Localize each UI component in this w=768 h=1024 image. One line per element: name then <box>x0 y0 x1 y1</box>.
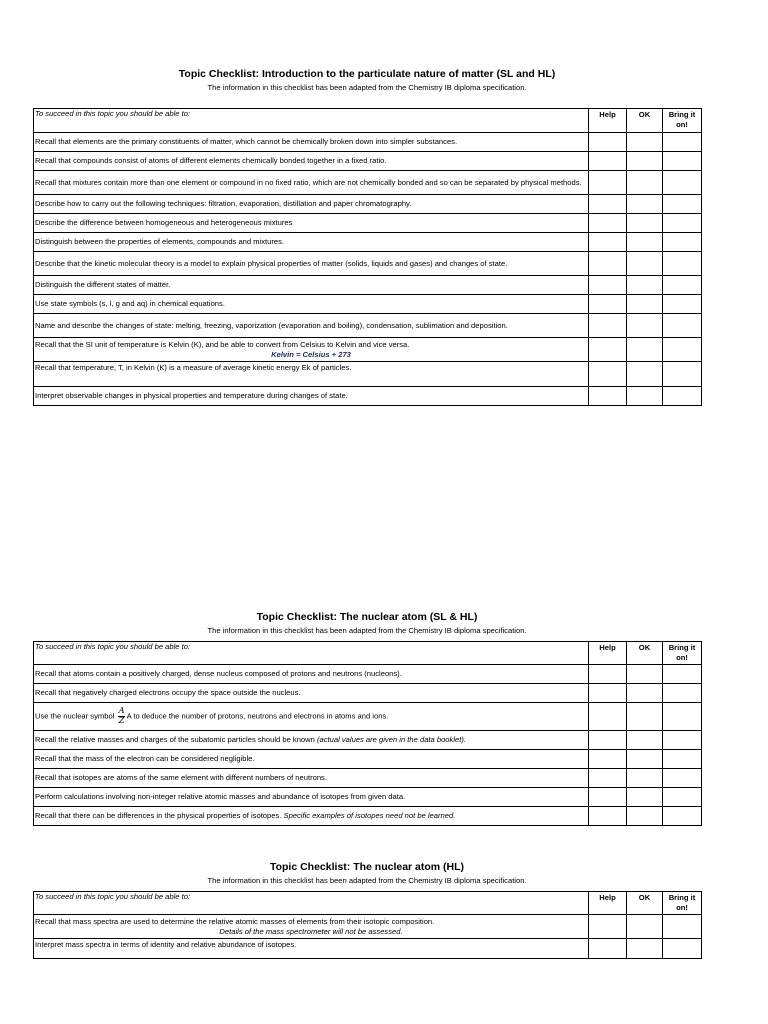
help-checkbox[interactable] <box>589 807 627 826</box>
bring-it-on-checkbox[interactable] <box>663 684 702 703</box>
section-title: Topic Checklist: The nuclear atom (SL & HL) <box>256 611 478 623</box>
bring-it-on-checkbox[interactable] <box>663 915 702 939</box>
header-help: Help <box>589 892 627 915</box>
ok-checkbox[interactable] <box>627 338 663 362</box>
row-text <box>34 807 589 826</box>
bring-it-on-checkbox[interactable] <box>663 665 702 684</box>
bring-it-on-checkbox[interactable] <box>663 788 702 807</box>
checklist-table <box>33 108 702 406</box>
help-checkbox[interactable] <box>589 233 627 252</box>
ok-checkbox[interactable] <box>627 731 663 750</box>
bring-it-on-checkbox[interactable] <box>663 703 702 731</box>
bring-it-on-checkbox[interactable] <box>663 387 702 406</box>
row-text: Recall that isotopes are atoms of the same element with different numbers of neutrons. <box>34 769 589 788</box>
ok-checkbox[interactable] <box>627 939 663 959</box>
row-text: Interpret observable changes in physical properties and temperature during changes of state. <box>34 387 589 406</box>
row-text: Describe how to carry out the following techniques: filtration, evaporation, distillation and paper chromatography. <box>34 195 589 214</box>
ok-checkbox[interactable] <box>627 152 663 171</box>
help-checkbox[interactable] <box>589 152 627 171</box>
ok-checkbox[interactable] <box>627 295 663 314</box>
bring-it-on-checkbox[interactable] <box>663 233 702 252</box>
row-text: Recall that temperature, T, in Kelvin (K) is a measure of average kinetic energy Ek of particles. <box>34 362 589 387</box>
checklist-table <box>33 641 702 826</box>
bring-it-on-checkbox[interactable] <box>663 362 702 387</box>
checklist-section-nuclear-atom-hl <box>33 861 701 959</box>
help-checkbox[interactable] <box>589 769 627 788</box>
ok-checkbox[interactable] <box>627 214 663 233</box>
bring-it-on-checkbox[interactable] <box>663 295 702 314</box>
table-row <box>34 684 702 703</box>
table-row <box>34 252 702 276</box>
header-bring-it-on: Bring it on! <box>663 109 702 133</box>
help-checkbox[interactable] <box>589 703 627 731</box>
row-text: Recall that mixtures contain more than one element or compound in no fixed ratio, which are not chemically bonded and so can be separated by physical methods. <box>34 171 589 195</box>
row-text: Recall that elements are the primary constituents of matter, which cannot be chemically broken down into simpler substances. <box>34 133 589 152</box>
bring-it-on-checkbox[interactable] <box>663 214 702 233</box>
row-text-pre: Use the nuclear symbol <box>35 711 117 721</box>
row-text: Name and describe the changes of state: melting, freezing, vaporization (evaporation and boiling), condensation, sublimation and deposition. <box>34 314 589 338</box>
help-checkbox[interactable] <box>589 171 627 195</box>
section-subtitle: The information in this checklist has been adapted from the Chemistry IB diploma specification. <box>207 83 527 92</box>
row-text: Describe the difference between homogeneous and heterogeneous mixtures <box>34 214 589 233</box>
help-checkbox[interactable] <box>589 731 627 750</box>
help-checkbox[interactable] <box>589 362 627 387</box>
help-checkbox[interactable] <box>589 684 627 703</box>
section-subtitle: The information in this checklist has been adapted from the Chemistry IB diploma specification. <box>207 626 527 635</box>
row-text <box>34 703 589 731</box>
checklist-table <box>33 891 702 959</box>
row-text-italic: Specific examples of isotopes need not be learned. <box>283 811 456 820</box>
table-row <box>34 387 702 406</box>
ok-checkbox[interactable] <box>627 788 663 807</box>
ok-checkbox[interactable] <box>627 171 663 195</box>
table-header-row <box>34 109 702 133</box>
table-header-row <box>34 642 702 665</box>
nuclear-symbol-fraction <box>118 707 124 726</box>
row-text <box>34 915 589 939</box>
bring-it-on-checkbox[interactable] <box>663 195 702 214</box>
ok-checkbox[interactable] <box>627 252 663 276</box>
ok-checkbox[interactable] <box>627 195 663 214</box>
bring-it-on-checkbox[interactable] <box>663 731 702 750</box>
help-checkbox[interactable] <box>589 214 627 233</box>
table-row <box>34 214 702 233</box>
row-text: Use state symbols (s, l, g and aq) in chemical equations. <box>34 295 589 314</box>
help-checkbox[interactable] <box>589 314 627 338</box>
table-row <box>34 750 702 769</box>
table-header-row <box>34 892 702 915</box>
table-row <box>34 195 702 214</box>
row-text-italic: (actual values are given in the data booklet). <box>316 735 466 744</box>
checklist-section-particulate <box>33 68 701 406</box>
checklist-section-nuclear-atom-sl-hl <box>33 611 701 826</box>
row-text: Recall that atoms contain a positively charged, dense nucleus composed of protons and neutrons (nucleons). <box>34 665 589 684</box>
ok-checkbox[interactable] <box>627 807 663 826</box>
header-bring-it-on: Bring it on! <box>663 642 702 665</box>
table-row <box>34 133 702 152</box>
help-checkbox[interactable] <box>589 133 627 152</box>
ok-checkbox[interactable] <box>627 915 663 939</box>
bring-it-on-checkbox[interactable] <box>663 338 702 362</box>
row-text: Recall that the mass of the electron can be considered negligible. <box>34 750 589 769</box>
ok-checkbox[interactable] <box>627 314 663 338</box>
bring-it-on-checkbox[interactable] <box>663 939 702 959</box>
bring-it-on-checkbox[interactable] <box>663 807 702 826</box>
row-text-main: Recall that there can be differences in the physical properties of isotopes. <box>35 811 284 820</box>
table-row <box>34 807 702 826</box>
help-checkbox[interactable] <box>589 276 627 295</box>
row-note: Details of the mass spectrometer will not be assessed. <box>219 926 403 936</box>
ok-checkbox[interactable] <box>627 362 663 387</box>
help-checkbox[interactable] <box>589 915 627 939</box>
section-title: Topic Checklist: The nuclear atom (HL) <box>269 861 465 873</box>
header-bring-it-on: Bring it on! <box>663 892 702 915</box>
bring-it-on-checkbox[interactable] <box>663 750 702 769</box>
help-checkbox[interactable] <box>589 939 627 959</box>
row-text: Recall that negatively charged electrons occupy the space outside the nucleus. <box>34 684 589 703</box>
row-text: Distinguish the different states of matter. <box>34 276 589 295</box>
row-text: Perform calculations involving non-integer relative atomic masses and abundance of isotopes from given data. <box>34 788 589 807</box>
mass-number-symbol: A <box>118 706 125 716</box>
help-checkbox[interactable] <box>589 788 627 807</box>
help-checkbox[interactable] <box>589 387 627 406</box>
bring-it-on-checkbox[interactable] <box>663 252 702 276</box>
header-instruction: To succeed in this topic you should be able to: <box>34 892 589 915</box>
row-text-post: A to deduce the number of protons, neutrons and electrons in atoms and ions. <box>126 711 389 721</box>
table-row <box>34 939 702 959</box>
row-text: Distinguish between the properties of elements, compounds and mixtures. <box>34 233 589 252</box>
row-text: Recall that compounds consist of atoms of different elements chemically bonded together in a fixed ratio. <box>34 152 589 171</box>
table-row <box>34 665 702 684</box>
bring-it-on-checkbox[interactable] <box>663 171 702 195</box>
table-row <box>34 788 702 807</box>
ok-checkbox[interactable] <box>627 769 663 788</box>
table-row <box>34 769 702 788</box>
row-text: Describe that the kinetic molecular theory is a model to explain physical properties of matter (solids, liquids and gases) and changes of state. <box>34 252 589 276</box>
bring-it-on-checkbox[interactable] <box>663 769 702 788</box>
help-checkbox[interactable] <box>589 750 627 769</box>
table-row <box>34 314 702 338</box>
header-ok: OK <box>627 109 663 133</box>
help-checkbox[interactable] <box>589 195 627 214</box>
row-text <box>34 338 589 362</box>
table-row <box>34 338 702 362</box>
bring-it-on-checkbox[interactable] <box>663 314 702 338</box>
header-help: Help <box>589 109 627 133</box>
bring-it-on-checkbox[interactable] <box>663 152 702 171</box>
ok-checkbox[interactable] <box>627 684 663 703</box>
row-text-main: Recall that the SI unit of temperature is Kelvin (K), and be able to convert from Celsius to Kelvin and vice versa. <box>35 339 410 349</box>
ok-checkbox[interactable] <box>627 276 663 295</box>
atomic-number-symbol: Z <box>118 716 125 726</box>
section-subtitle: The information in this checklist has been adapted from the Chemistry IB diploma specification. <box>207 876 527 885</box>
ok-checkbox[interactable] <box>627 665 663 684</box>
header-instruction: To succeed in this topic you should be able to: <box>34 642 589 665</box>
ok-checkbox[interactable] <box>627 750 663 769</box>
ok-checkbox[interactable] <box>627 387 663 406</box>
table-row <box>34 233 702 252</box>
help-checkbox[interactable] <box>589 295 627 314</box>
header-help: Help <box>589 642 627 665</box>
row-text: Interpret mass spectra in terms of identity and relative abundance of isotopes. <box>34 939 589 959</box>
help-checkbox[interactable] <box>589 252 627 276</box>
table-row <box>34 276 702 295</box>
table-row <box>34 915 702 939</box>
table-row <box>34 171 702 195</box>
ok-checkbox[interactable] <box>627 703 663 731</box>
header-ok: OK <box>627 892 663 915</box>
row-text-main: Recall the relative masses and charges of the subatomic particles should be known <box>35 735 317 744</box>
help-checkbox[interactable] <box>589 338 627 362</box>
row-text-main: Recall that mass spectra are used to determine the relative atomic masses of elements from their isotopic composition. <box>35 916 435 926</box>
table-row <box>34 362 702 387</box>
bring-it-on-checkbox[interactable] <box>663 276 702 295</box>
ok-checkbox[interactable] <box>627 233 663 252</box>
table-row <box>34 295 702 314</box>
table-row <box>34 731 702 750</box>
ok-checkbox[interactable] <box>627 133 663 152</box>
header-ok: OK <box>627 642 663 665</box>
bring-it-on-checkbox[interactable] <box>663 133 702 152</box>
section-title: Topic Checklist: Introduction to the particulate nature of matter (SL and HL) <box>178 68 556 80</box>
table-row <box>34 703 702 731</box>
header-instruction: To succeed in this topic you should be able to: <box>34 109 589 133</box>
kelvin-formula: Kelvin = Celsius + 273 <box>271 349 351 359</box>
table-row <box>34 152 702 171</box>
row-text <box>34 731 589 750</box>
help-checkbox[interactable] <box>589 665 627 684</box>
